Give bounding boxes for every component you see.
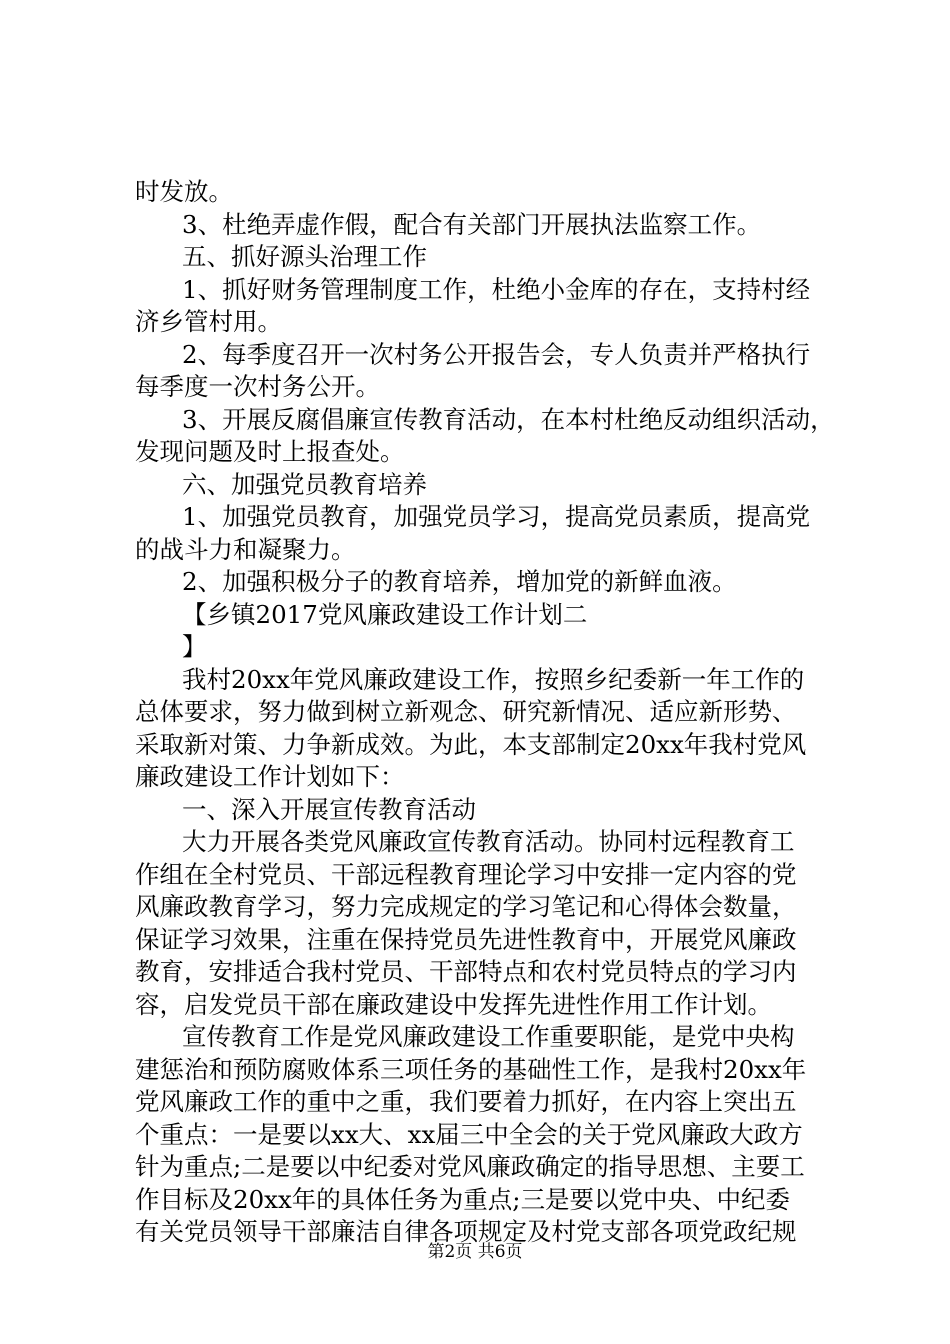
- page-footer: 第2页 共6页: [427, 1242, 523, 1262]
- text-line: 宣传教育工作是党风廉政建设工作重要职能，是党中央构: [182, 1022, 795, 1051]
- text-line: 发现问题及时上报查处。: [135, 437, 405, 466]
- text-line: 采取新对策、力争新成效。为此，本支部制定20xx年我村党风: [135, 729, 807, 759]
- text-line: 风廉政教育学习，努力完成规定的学习笔记和心得体会数量，: [135, 892, 797, 921]
- text-line: 大力开展各类党风廉政宣传教育活动。协同村远程教育工: [182, 827, 795, 856]
- text-line: 教育，安排适合我村党员、干部特点和农村党员特点的学习内: [135, 957, 797, 986]
- text-line: 总体要求，努力做到树立新观念、研究新情况、适应新形势、: [135, 697, 797, 726]
- text-line: 济乡管村用。: [135, 307, 282, 336]
- text-line: 容，启发党员干部在廉政建设中发挥先进性作用工作计划。: [135, 989, 772, 1019]
- text-line: 针为重点;二是要以中纪委对党风廉政确定的指导思想、主要工: [135, 1152, 805, 1181]
- text-line: 党风廉政工作的重中之重，我们要着力抓好，在内容上突出五: [135, 1087, 797, 1116]
- text-line: 一、深入开展宣传教育活动: [182, 794, 476, 824]
- text-line: 每季度一次村务公开。: [135, 372, 380, 401]
- text-line: 3、杜绝弄虚作假，配合有关部门开展执法监察工作。: [182, 209, 762, 239]
- text-line: 2、每季度召开一次村务公开报告会，专人负责并严格执行: [182, 339, 811, 369]
- text-line: 1、加强党员教育，加强党员学习，提高党员素质，提高党: [182, 502, 811, 531]
- text-line: 时发放。: [135, 177, 233, 206]
- text-line: 】: [182, 632, 207, 661]
- text-line: 作目标及20xx年的具体任务为重点;三是要以党中央、中纪委: [135, 1184, 791, 1214]
- text-line: 五、抓好源头治理工作: [182, 242, 427, 271]
- text-line: 【乡镇2017党风廉政建设工作计划二: [182, 599, 588, 629]
- text-line: 的战斗力和凝聚力。: [135, 534, 356, 564]
- text-line: 建惩治和预防腐败体系三项任务的基础性工作，是我村20xx年: [135, 1054, 807, 1084]
- text-line: 2、加强积极分子的教育培养，增加党的新鲜血液。: [182, 567, 737, 596]
- document-body: [135, 176, 835, 1249]
- text-line: 我村20xx年党风廉政建设工作，按照乡纪委新一年工作的: [182, 664, 805, 694]
- text-line: 保证学习效果，注重在保持党员先进性教育中，开展党风廉政: [135, 924, 797, 954]
- text-line: 廉政建设工作计划如下：: [135, 762, 405, 791]
- text-line: 1、抓好财务管理制度工作，杜绝小金库的存在，支持村经: [182, 274, 811, 304]
- text-line: 3、开展反腐倡廉宣传教育活动，在本村杜绝反动组织活动，: [182, 404, 835, 434]
- text-line: 六、加强党员教育培养: [182, 469, 427, 499]
- text-line: 有关党员领导干部廉洁自律各项规定及村党支部各项党政纪规: [135, 1217, 797, 1246]
- text-line: 作组在全村党员、干部远程教育理论学习中安排一定内容的党: [135, 859, 797, 889]
- text-line: 个重点：一是要以xx大、xx届三中全会的关于党风廉政大政方: [135, 1119, 803, 1149]
